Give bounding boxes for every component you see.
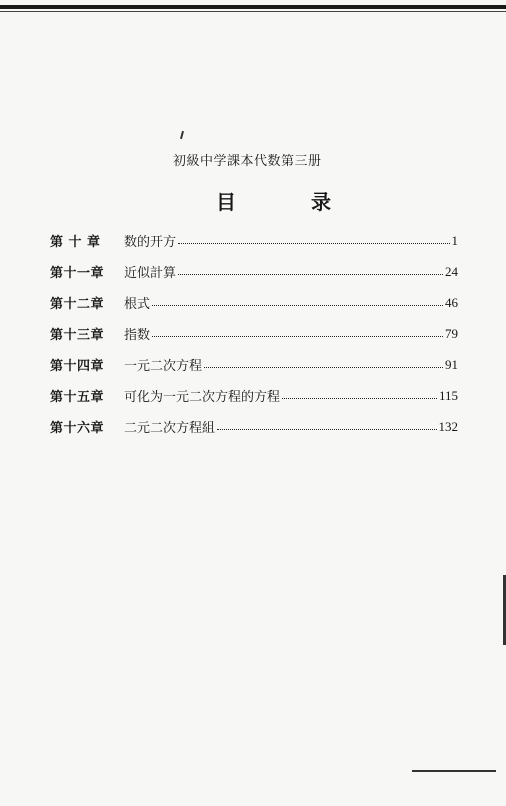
chapter-title: 数的开方 xyxy=(124,235,177,250)
scan-bottom-line xyxy=(412,770,496,772)
page-number: 132 xyxy=(438,418,458,434)
page-number: 115 xyxy=(438,387,458,403)
table-of-contents xyxy=(50,225,458,442)
dot-leader xyxy=(152,305,443,306)
scan-top-border xyxy=(0,5,506,9)
chapter-number: 第 十 章 xyxy=(50,235,101,250)
chapter-title: 二元二次方程組 xyxy=(124,421,216,436)
dot-leader xyxy=(217,429,436,430)
chapter-title: 根式 xyxy=(124,297,151,312)
chapter-number: 第十六章 xyxy=(50,421,105,436)
page-number: 91 xyxy=(445,356,458,372)
toc-entry-14[interactable] xyxy=(50,349,458,380)
dot-leader xyxy=(178,243,449,244)
scan-speck xyxy=(180,131,184,139)
scan-top-border-line xyxy=(0,11,506,12)
toc-entry-10[interactable] xyxy=(50,225,458,256)
dot-leader xyxy=(152,336,443,337)
chapter-number: 第十二章 xyxy=(50,297,105,312)
chapter-title: 可化为一元二次方程的方程 xyxy=(124,390,281,405)
dot-leader xyxy=(178,274,443,275)
toc-entry-16[interactable] xyxy=(50,411,458,442)
chapter-title: 指数 xyxy=(124,328,151,343)
page-number: 24 xyxy=(445,263,458,279)
toc-entry-12[interactable] xyxy=(50,287,458,318)
chapter-title: 一元二次方程 xyxy=(124,359,203,374)
toc-heading: 目 录 xyxy=(216,190,365,214)
chapter-number: 第十一章 xyxy=(50,266,105,281)
toc-entry-13[interactable] xyxy=(50,318,458,349)
dot-leader xyxy=(204,367,443,368)
toc-entry-15[interactable] xyxy=(50,380,458,411)
chapter-number: 第十四章 xyxy=(50,359,105,374)
chapter-number: 第十三章 xyxy=(50,328,105,343)
page-number: 79 xyxy=(445,325,458,341)
chapter-number: 第十五章 xyxy=(50,390,105,405)
book-subtitle: 初級中学課本代数第三册 xyxy=(173,154,322,169)
page-number: 1 xyxy=(451,232,458,248)
page-number: 46 xyxy=(445,294,458,310)
chapter-title: 近似計算 xyxy=(124,266,177,281)
toc-entry-11[interactable] xyxy=(50,256,458,287)
dot-leader xyxy=(282,398,437,399)
